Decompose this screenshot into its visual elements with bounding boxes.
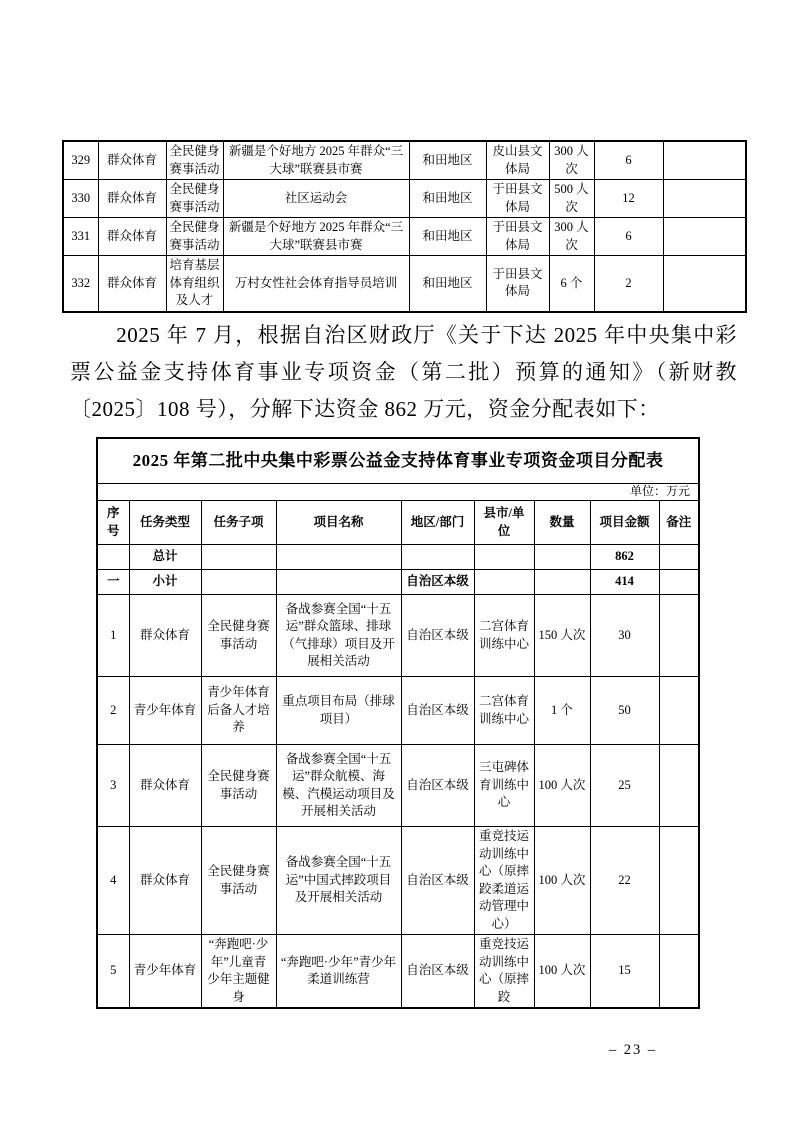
table-cell: 和田地区 [409,218,486,256]
table-cell: 备战参赛全国“十五运”群众航模、海模、汽模运动项目及开展相关活动 [276,745,401,827]
table-cell: 于田县文体局 [486,256,549,312]
table-row [97,935,699,1009]
table-cell: 300 人次 [549,218,594,256]
table-cell: 25 [590,745,659,827]
table-cell: 自治区本级 [401,745,474,827]
table-cell: 6 个 [549,256,594,312]
table-cell: “奔跑吧·少年”青少年柔道训练营 [276,935,401,1009]
table-cell: 自治区本级 [401,935,474,1009]
table-cell: 二宫体育训练中心 [474,677,534,745]
table-cell: 414 [590,570,659,595]
table-cell: 2 [594,256,663,312]
table-cell [534,570,590,595]
header-cell: 备注 [659,501,699,545]
unit-note-row [97,484,699,501]
table-cell: 自治区本级 [401,827,474,935]
header-cell: 项目金额 [590,501,659,545]
table-cell: 6 [594,141,663,180]
table-cell: 自治区本级 [401,677,474,745]
table-cell: 全民健身赛事活动 [166,141,223,180]
table-cell: 全民健身赛事活动 [166,218,223,256]
table-row [63,180,746,218]
table-cell: 1 [97,595,129,677]
table-cell: 332 [63,256,98,312]
table-cell: 和田地区 [409,256,486,312]
header-cell: 数量 [534,501,590,545]
table-cell: 6 [594,218,663,256]
table-cell: 青少年体育 [129,677,201,745]
table-cell: 于田县文体局 [486,218,549,256]
table-cell: 群众体育 [98,256,166,312]
table-cell: 于田县文体局 [486,180,549,218]
table-cell: 1 个 [534,677,590,745]
table-cell: 二宫体育训练中心 [474,595,534,677]
table-row [63,218,746,256]
table-cell: 小计 [129,570,201,595]
table-cell: 青少年体育 [129,935,201,1009]
body-paragraph: 2025 年 7 月，根据自治区财政厅《关于下达 2025 年中央集中彩票公益金支持体育事业专项资金（第二批）预算的通知》（新财教〔2025〕108 号），分解下达资金 862 万元，资金分配表如下： [70,323,737,421]
table-cell [201,570,276,595]
allocation-table [96,437,700,1009]
table-cell: 300 人次 [549,141,594,180]
table-cell: 群众体育 [129,595,201,677]
table-cell: 全民健身赛事活动 [201,745,276,827]
table-cell [659,677,699,745]
header-cell: 任务子项 [201,501,276,545]
table-cell [663,218,746,256]
continuation-table [62,140,747,313]
table-title-row [97,438,699,484]
table-cell: 自治区本级 [401,570,474,595]
table-cell: 331 [63,218,98,256]
table-cell: 培育基层体育组织及人才 [166,256,223,312]
table-row [97,745,699,827]
table-cell: 5 [97,935,129,1009]
table-cell: 2 [97,677,129,745]
page-number: – 23 – [608,1042,658,1058]
table-cell: 自治区本级 [401,595,474,677]
header-cell: 县市/单位 [474,501,534,545]
table-cell: 一 [97,570,129,595]
table-cell: “奔跑吧·少年”儿童青少年主题健身 [201,935,276,1009]
table-cell: 万村女性社会体育指导员培训 [223,256,409,312]
table-cell [659,827,699,935]
table-cell [276,570,401,595]
header-cell: 项目名称 [276,501,401,545]
table-cell [659,545,699,570]
table-row [63,141,746,180]
table-title: 2025 年第二批中央集中彩票公益金支持体育事业专项资金项目分配表 [97,438,699,484]
table-cell: 重点项目布局（排球项目） [276,677,401,745]
table-cell [474,570,534,595]
table-cell [663,141,746,180]
table-cell [663,256,746,312]
table-cell: 862 [590,545,659,570]
unit-note: 单位：万元 [97,484,699,501]
table-cell [659,570,699,595]
table-cell: 全民健身赛事活动 [166,180,223,218]
table-row [97,677,699,745]
table-cell: 备战参赛全国“十五运”群众篮球、排球（气排球）项目及开展相关活动 [276,595,401,677]
table-cell: 22 [590,827,659,935]
table-cell [201,545,276,570]
table-cell: 新疆是个好地方 2025 年群众“三大球”联赛县市赛 [223,218,409,256]
table-cell [663,180,746,218]
table-cell: 群众体育 [98,218,166,256]
table-cell: 500 人次 [549,180,594,218]
table-cell [276,545,401,570]
table-cell: 总计 [129,545,201,570]
table-cell [474,545,534,570]
table-cell: 100 人次 [534,827,590,935]
table-cell: 社区运动会 [223,180,409,218]
table-cell: 重竞技运动训练中心（原摔跤 [474,935,534,1009]
table-cell [97,545,129,570]
table-cell: 30 [590,595,659,677]
table-cell [659,935,699,1009]
table-cell: 和田地区 [409,141,486,180]
table-cell [659,595,699,677]
table-header-row [97,501,699,545]
total-row [97,545,699,570]
table-cell: 15 [590,935,659,1009]
table-row [97,595,699,677]
table-cell: 群众体育 [129,745,201,827]
table-cell: 青少年体育后备人才培养 [201,677,276,745]
table-cell: 12 [594,180,663,218]
table-cell [659,745,699,827]
table-cell: 群众体育 [129,827,201,935]
table-cell: 群众体育 [98,141,166,180]
table-cell: 150 人次 [534,595,590,677]
table-cell: 三屯碑体育训练中心 [474,745,534,827]
header-cell: 序号 [97,501,129,545]
table-cell [534,545,590,570]
subtotal-row [97,570,699,595]
table-cell [401,545,474,570]
table-cell: 4 [97,827,129,935]
table-cell: 皮山县文体局 [486,141,549,180]
table-cell: 330 [63,180,98,218]
table-cell: 全民健身赛事活动 [201,827,276,935]
table-row [63,256,746,312]
table-cell: 和田地区 [409,180,486,218]
table-cell: 329 [63,141,98,180]
table-cell: 50 [590,677,659,745]
table-cell: 新疆是个好地方 2025 年群众“三大球”联赛县市赛 [223,141,409,180]
table-cell: 100 人次 [534,935,590,1009]
table-cell: 重竞技运动训练中心（原摔跤柔道运动管理中心） [474,827,534,935]
table-cell: 群众体育 [98,180,166,218]
table-row [97,827,699,935]
header-cell: 地区/部门 [401,501,474,545]
table-cell: 100 人次 [534,745,590,827]
table-cell: 3 [97,745,129,827]
table-cell: 备战参赛全国“十五运”中国式摔跤项目及开展相关活动 [276,827,401,935]
header-cell: 任务类型 [129,501,201,545]
table-cell: 全民健身赛事活动 [201,595,276,677]
